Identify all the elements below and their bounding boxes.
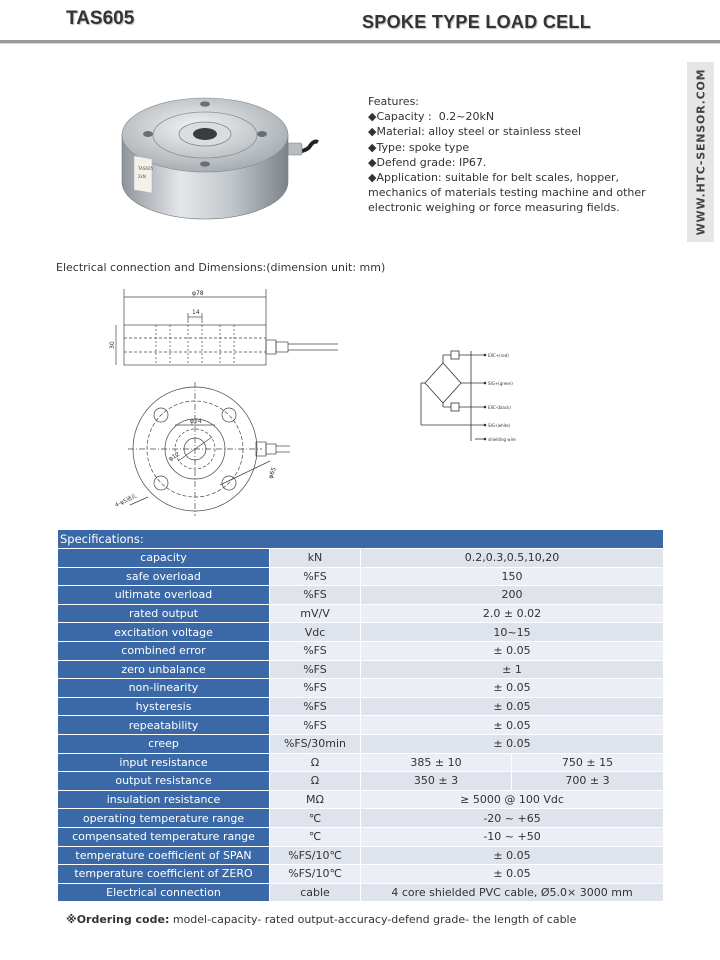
features-heading: Features: <box>368 95 420 108</box>
feature-defend-grade: ◆ Defend grade: IP67. <box>368 155 668 170</box>
dim-bore: φ12 <box>167 450 182 463</box>
spec-row-output-resistance: output resistance Ω 350 ± 3 700 ± 3 <box>58 772 664 791</box>
dim-height: 30 <box>109 341 116 349</box>
feature-capacity: ◆ Capacity : 0.2~20kN <box>368 109 668 124</box>
spec-row-hysteresis: hysteresis %FS ± 0.05 <box>58 697 664 716</box>
dim-width: 14 <box>192 309 200 316</box>
spec-row-non-linearity: non-linearity %FS ± 0.05 <box>58 679 664 698</box>
spec-row-rated-output: rated output mV/V 2.0 ± 0.02 <box>58 604 664 623</box>
spec-row-tc-zero: temperature coefficient of ZERO %FS/10℃ ± 0.05 <box>58 865 664 884</box>
spec-row-repeatability: repeatability %FS ± 0.05 <box>58 716 664 735</box>
feature-material: ◆ Material: alloy steel or stainless steel <box>368 124 668 139</box>
feature-application: ◆ Application: suitable for belt scales, hopper, mechanics of materials testing machine and other electronic weighing or force measuring fields. <box>368 170 668 216</box>
header-divider-shadow <box>0 43 720 44</box>
spec-row-ultimate-overload: ultimate overload %FS 200 <box>58 586 664 605</box>
dim-inner-diameter: φ24 <box>190 418 202 425</box>
dim-outer-diameter: φ78 <box>192 290 204 297</box>
spec-row-operating-temperature: operating temperature range ℃ -20 ~ +65 <box>58 809 664 828</box>
ordering-code-text: model-capacity- rated output-accuracy-defend grade- the length of cable <box>169 913 577 926</box>
spec-row-tc-span: temperature coefficient of SPAN %FS/10℃ ± 0.05 <box>58 846 664 865</box>
wire-sig-plus: SIG+(green) <box>488 381 513 386</box>
website-tag <box>687 62 714 242</box>
website-url: WWW.HTC-SENSOR.COM <box>694 68 707 236</box>
product-label-model: TAS605 <box>138 166 154 171</box>
side-view <box>116 289 338 365</box>
wire-sig-minus: SIG-(white) <box>488 423 511 428</box>
top-view <box>128 382 290 516</box>
product-image <box>112 90 322 225</box>
spec-row-excitation-voltage: excitation voltage Vdc 10~15 <box>58 623 664 642</box>
dimension-drawing <box>108 285 348 520</box>
spec-row-zero-unbalance: zero unbalance %FS ± 1 <box>58 660 664 679</box>
spec-row-combined-error: combined error %FS ± 0.05 <box>58 641 664 660</box>
product-label-capacity: 2kN <box>138 174 146 179</box>
spec-row-input-resistance: input resistance Ω 385 ± 10 750 ± 15 <box>58 753 664 772</box>
wiring-diagram <box>415 345 525 445</box>
feature-type: ◆ Type: spoke type <box>368 140 668 155</box>
specifications-title: Specifications: <box>58 530 664 549</box>
dimensions-heading: Electrical connection and Dimensions:(dimension unit: mm) <box>56 261 386 274</box>
features-section <box>368 94 668 216</box>
spec-row-capacity: capacity kN 0.2,0.3,0.5,10,20 <box>58 549 664 568</box>
spec-row-compensated-temperature: compensated temperature range ℃ -10 ~ +50 <box>58 827 664 846</box>
wire-exc-plus: EXC+(red) <box>488 353 509 358</box>
wire-shield: shielding wire <box>488 437 516 442</box>
dim-holes: 4-φ5通孔 <box>114 493 139 509</box>
model-number: TAS605 <box>66 8 135 29</box>
wire-exc-minus: EXC-(black) <box>488 405 511 410</box>
spec-row-creep: creep %FS/30min ± 0.05 <box>58 734 664 753</box>
specifications-table <box>57 529 664 902</box>
dim-bolt-circle: φ65 <box>267 466 278 480</box>
ordering-code <box>66 913 576 926</box>
spec-row-insulation-resistance: insulation resistance MΩ ≥ 5000 @ 100 Vdc <box>58 790 664 809</box>
spec-row-electrical-connection: Electrical connection cable 4 core shielded PVC cable, Ø5.0× 3000 mm <box>58 883 664 902</box>
ordering-code-label: ※Ordering code: <box>66 913 170 926</box>
spec-row-safe-overload: safe overload %FS 150 <box>58 567 664 586</box>
document-title: SPOKE TYPE LOAD CELL <box>362 12 592 32</box>
